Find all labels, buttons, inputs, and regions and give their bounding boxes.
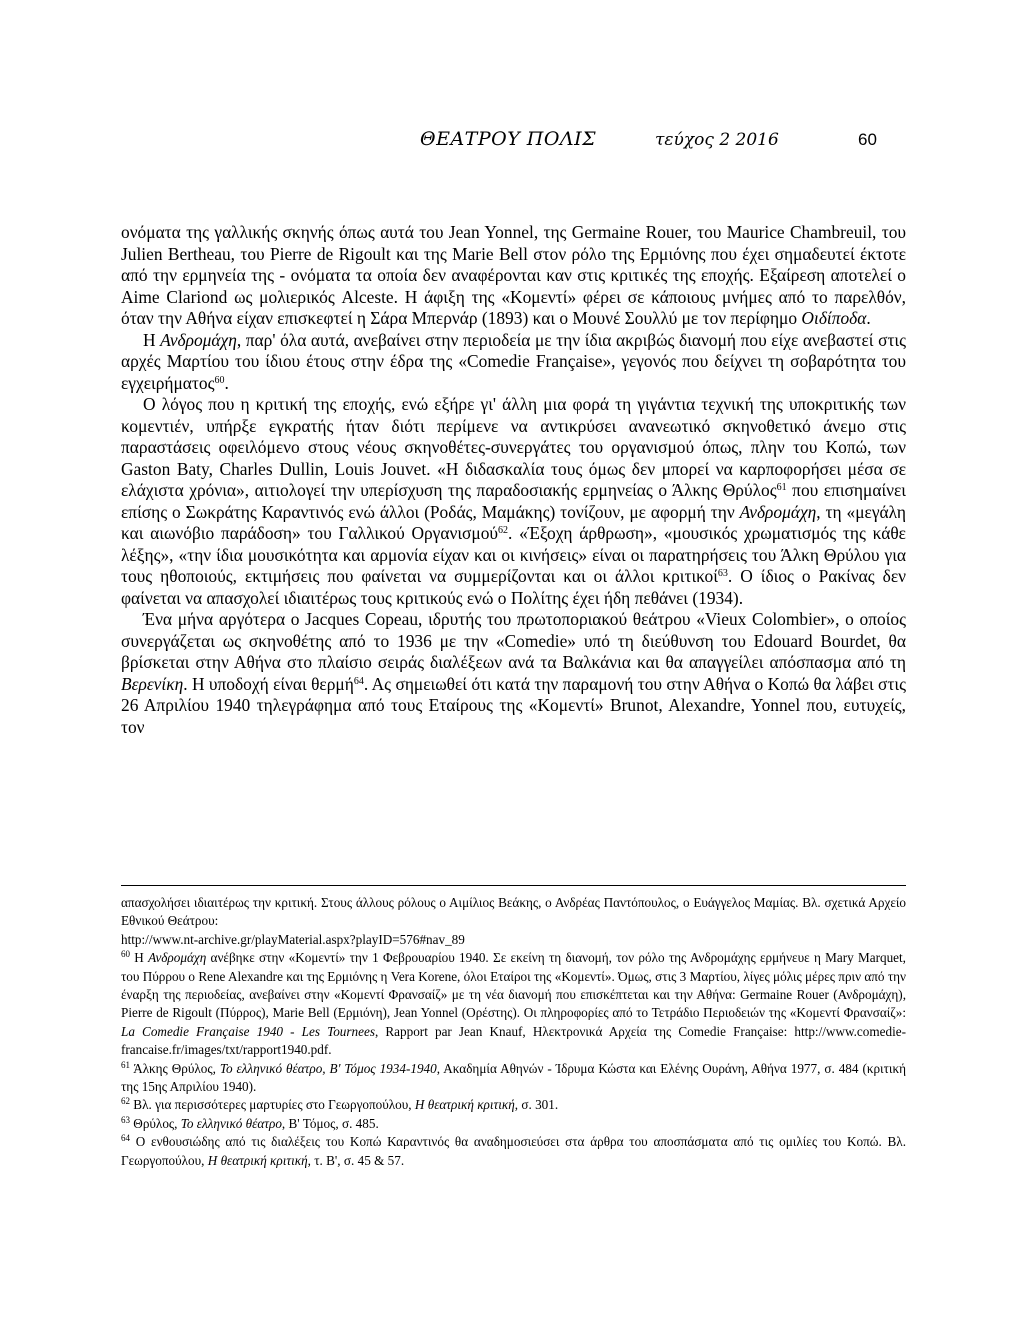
footnote-63: $^{63}$ Θρύλος, Το ελληνικό θέατρο, Β' Τόμος, σ. 485. <box>121 1114 379 1131</box>
footnote-number: 64 <box>121 1133 130 1144</box>
page-number: 60 <box>858 130 877 149</box>
footnote-number: 61 <box>121 1059 130 1070</box>
italic-title-andromachi: Ανδρομάχη <box>739 501 817 522</box>
footnote-ref-63[interactable]: 63 <box>717 568 728 579</box>
footnote-64: $^{64}$ Ο ενθουσιώδης από τις διαλέξεις του Κοπώ Καραντινός θα αναδημοσιεύσει στα άρθρα του αποσπάσματα από τις ομιλίες του Κοπώ. Βλ. Γεωργοπούλου, Η θεατρική κριτική, τ. Β', σ. 45 & 57. <box>121 1133 906 1168</box>
footnote-number: 63 <box>121 1114 130 1125</box>
footnotes <box>121 894 906 1170</box>
footnote-62: $^{62}$ Βλ. για περισσότερες μαρτυρίες στο Γεωργοπούλου, Η θεατρική κριτική, σ. 301. <box>121 1096 559 1113</box>
paragraph-4: Ένα μήνα αργότερα ο Jacques Copeau, ιδρυτής του πρωτοποριακού θεάτρου «Vieux Colombier», ο οποίος συνεργάζεται ως σκηνοθέτης από το 1936 με την «Comedie» υπό τη διεύθυνση του Edouard Bourdet, θα βρίσκεται στην Αθήνα στο πλαίσιο σειράς διαλέξεων ανά τα Βαλκάνια και θα απαγγείλει απόσπασμα από τη Βερενίκη. Η υποδοχή είναι θερμή$^{64}$. Ας σημειωθεί ότι κατά την παραμονή του στην Αθήνα ο Κοπώ θα λάβει στις 26 Απριλίου 1940 τηλεγράφημα από τους Εταίρους της «Κομεντί» Brunot, Alexandre, Yonnel που, ευτυχείς, τον <box>121 609 906 737</box>
footnote-ref-62[interactable]: 62 <box>498 525 509 536</box>
footnote-61: $^{61}$ Άλκης Θρύλος, Το ελληνικό θέατρο, Β' Τόμος 1934-1940, Ακαδημία Αθηνών - Ίδρυμα Κώστα και Ελένης Ουράνη, Αθήνα 1977, σ. 484 (κριτική της 15ης Απριλίου 1940). <box>121 1059 906 1095</box>
italic-title-bereniki: Βερενίκη <box>121 673 184 694</box>
journal-title: ΘΕΑΤΡΟΥ ΠΟΛΙΣ <box>420 128 597 150</box>
paragraph-3: Ο λόγος που η κριτική της εποχής, ενώ εξήρε γι' άλλη μια φορά τη γιγάντια τεχνική της υποκριτικής των κομεντιέν, υπήρξε εγκρατής ήταν διότι περίμενε να αντικρύσει ανανεωτικό σκηνοθετικό άνεμο στις παραστάσεις οφειλόμενο στους νέους σκηνοθέτες-συνεργάτες του οργανισμού όπως, πλην του Κοπώ, των Gaston Baty, Charles Dullin, Louis Jouvet. «Η διδασκαλία τους όμως δεν μπορεί να καρποφορήσει μέσα σε ελάχιστα χρόνια», αιτιολογεί την υπερίσχυση της παραδοσιακής ερμηνείας ο Άλκης Θρύλος$^{61}$ που επισημαίνει επίσης ο Σωκράτης Καραντινός ενώ άλλοι (Ροδάς, Μαμάκης) τονίζουν, με αφορμή την Ανδρομάχη, τη «μεγάλη και αιωνόβιο παράδοση» του Γαλλικού Οργανισμού$^{62}$. «Έξοχη άρθρωση», «μουσικός χρωματισμός της κάθε λέξης», «την ίδια μουσικότητα και αρμονία είχαν και οι κινήσεις» είναι οι παρατηρήσεις του Άλκη Θρύλου για τους ηθοποιούς, εκτιμήσεις που φαίνεται να συμμερίζονται και οι άλλοι κριτικοί$^{63}$. Ο ίδιος ο Ρακίνας δεν φαίνεται να απασχολεί ιδιαιτέρως τους κριτικούς ενώ ο Πολίτης έχει ήδη πεθάνει (1934). <box>121 394 906 608</box>
footnote-number: 60 <box>121 949 130 960</box>
footnote-ref-60[interactable]: 60 <box>214 374 225 386</box>
paragraph-2: Η Ανδρομάχη, παρ' όλα αυτά, ανεβαίνει στην περιοδεία με την ίδια ακριβώς διανομή που είχε ανεβαστεί στις αρχές Μαρτίου του ίδιου έτους στην έδρα της «Comedie Française», γεγονός που δείχνει τη σοβαρότητα του εγχειρήματος$^{60}$. <box>121 329 906 393</box>
issue-label: τεύχος 2 2016 <box>655 130 779 150</box>
italic-title-andromachi: Ανδρομάχη <box>160 329 237 350</box>
footnote-ref-61[interactable]: 61 <box>776 482 787 493</box>
archive-link[interactable]: http://www.nt-archive.gr/playMaterial.aspx?playID=576#nav_89 <box>121 931 465 947</box>
footnote-number: 62 <box>121 1096 130 1107</box>
main-text <box>121 222 906 738</box>
footnote-ref-64[interactable]: 64 <box>353 675 364 687</box>
italic-title-oidipoda: Οιδίποδα <box>801 308 867 328</box>
paragraph-1: ονόματα της γαλλικής σκηνής όπως αυτά του Jean Yonnel, της Germaine Rouer, του Maurice Chambreuil, του Julien Bertheau, του Pierre de Rigoult και της Marie Bell στον ρόλο της Ερμιόνης που έχει σημαδευτεί έκτοτε από την ερμηνεία της - ονόματα τα οποία δεν αναφέρονται καν στις κριτικές της εποχής. Εξαίρεση αποτελεί ο Aime Clariond ως μολιερικός Alceste. Η άφιξη της «Κομεντί» φέρει σε κάποιους μνήμες από το παρελθόν, όταν την Αθήνα είχαν επισκεφτεί η Σάρα Μπερνάρ (1893) και ο Μουνέ Σουλλύ με τον περίφημο Οιδίποδα. <box>121 222 906 328</box>
running-header <box>0 128 1024 158</box>
footnote-60: $^{60}$ Η Ανδρομάχη ανέβηκε στην «Κομεντί» την 1 Φεβρουαρίου 1940. Σε εκείνη τη διανομή, τον ρόλο της Ανδρομάχης ερμήνευε η Mary Marquet, του Πύρρου ο Rene Alexandre και της Ερμιόνης η Vera Korene, όλοι Εταίροι της «Κομεντί». Όμως, στις 3 Μαρτίου, λίγες μόλις μέρες πριν από την έναρξη της περιοδείας, ανεβαίνει στην «Κομεντί Φρανσαίζ» με τη νέα διανομή που επισκέπτεται και την Αθήνα: Germaine Rouer (Ανδρομάχη), Pierre de Rigoult (Πύρρος), Marie Bell (Ερμιόνη), Jean Yonnel (Ορέστης). Οι πληροφορίες από το Τετράδιο Περιοδειών της «Κομεντί Φρανσαίζ»: La Comedie Française 1940 - Les Tournees, Rapport par Jean Knauf, Ηλεκτρονικά Αρχεία της Comedie Française: http://www.comedie-francaise.fr/images/txt/rapport1940.pdf. <box>121 949 906 1058</box>
footnote-continuation: απασχολήσει ιδιαιτέρως την κριτική. Στους άλλους ρόλους ο Αιμίλιος Βεάκης, ο Ανδρέας Παντόπουλος, ο Ευάγγελος Μαμίας. Βλ. σχετικά Αρχείο Εθνικού Θεάτρου: http://www.nt-archive.gr/playMaterial.aspx?playID=576#nav_89 <box>121 895 906 947</box>
footnote-separator <box>121 885 906 886</box>
